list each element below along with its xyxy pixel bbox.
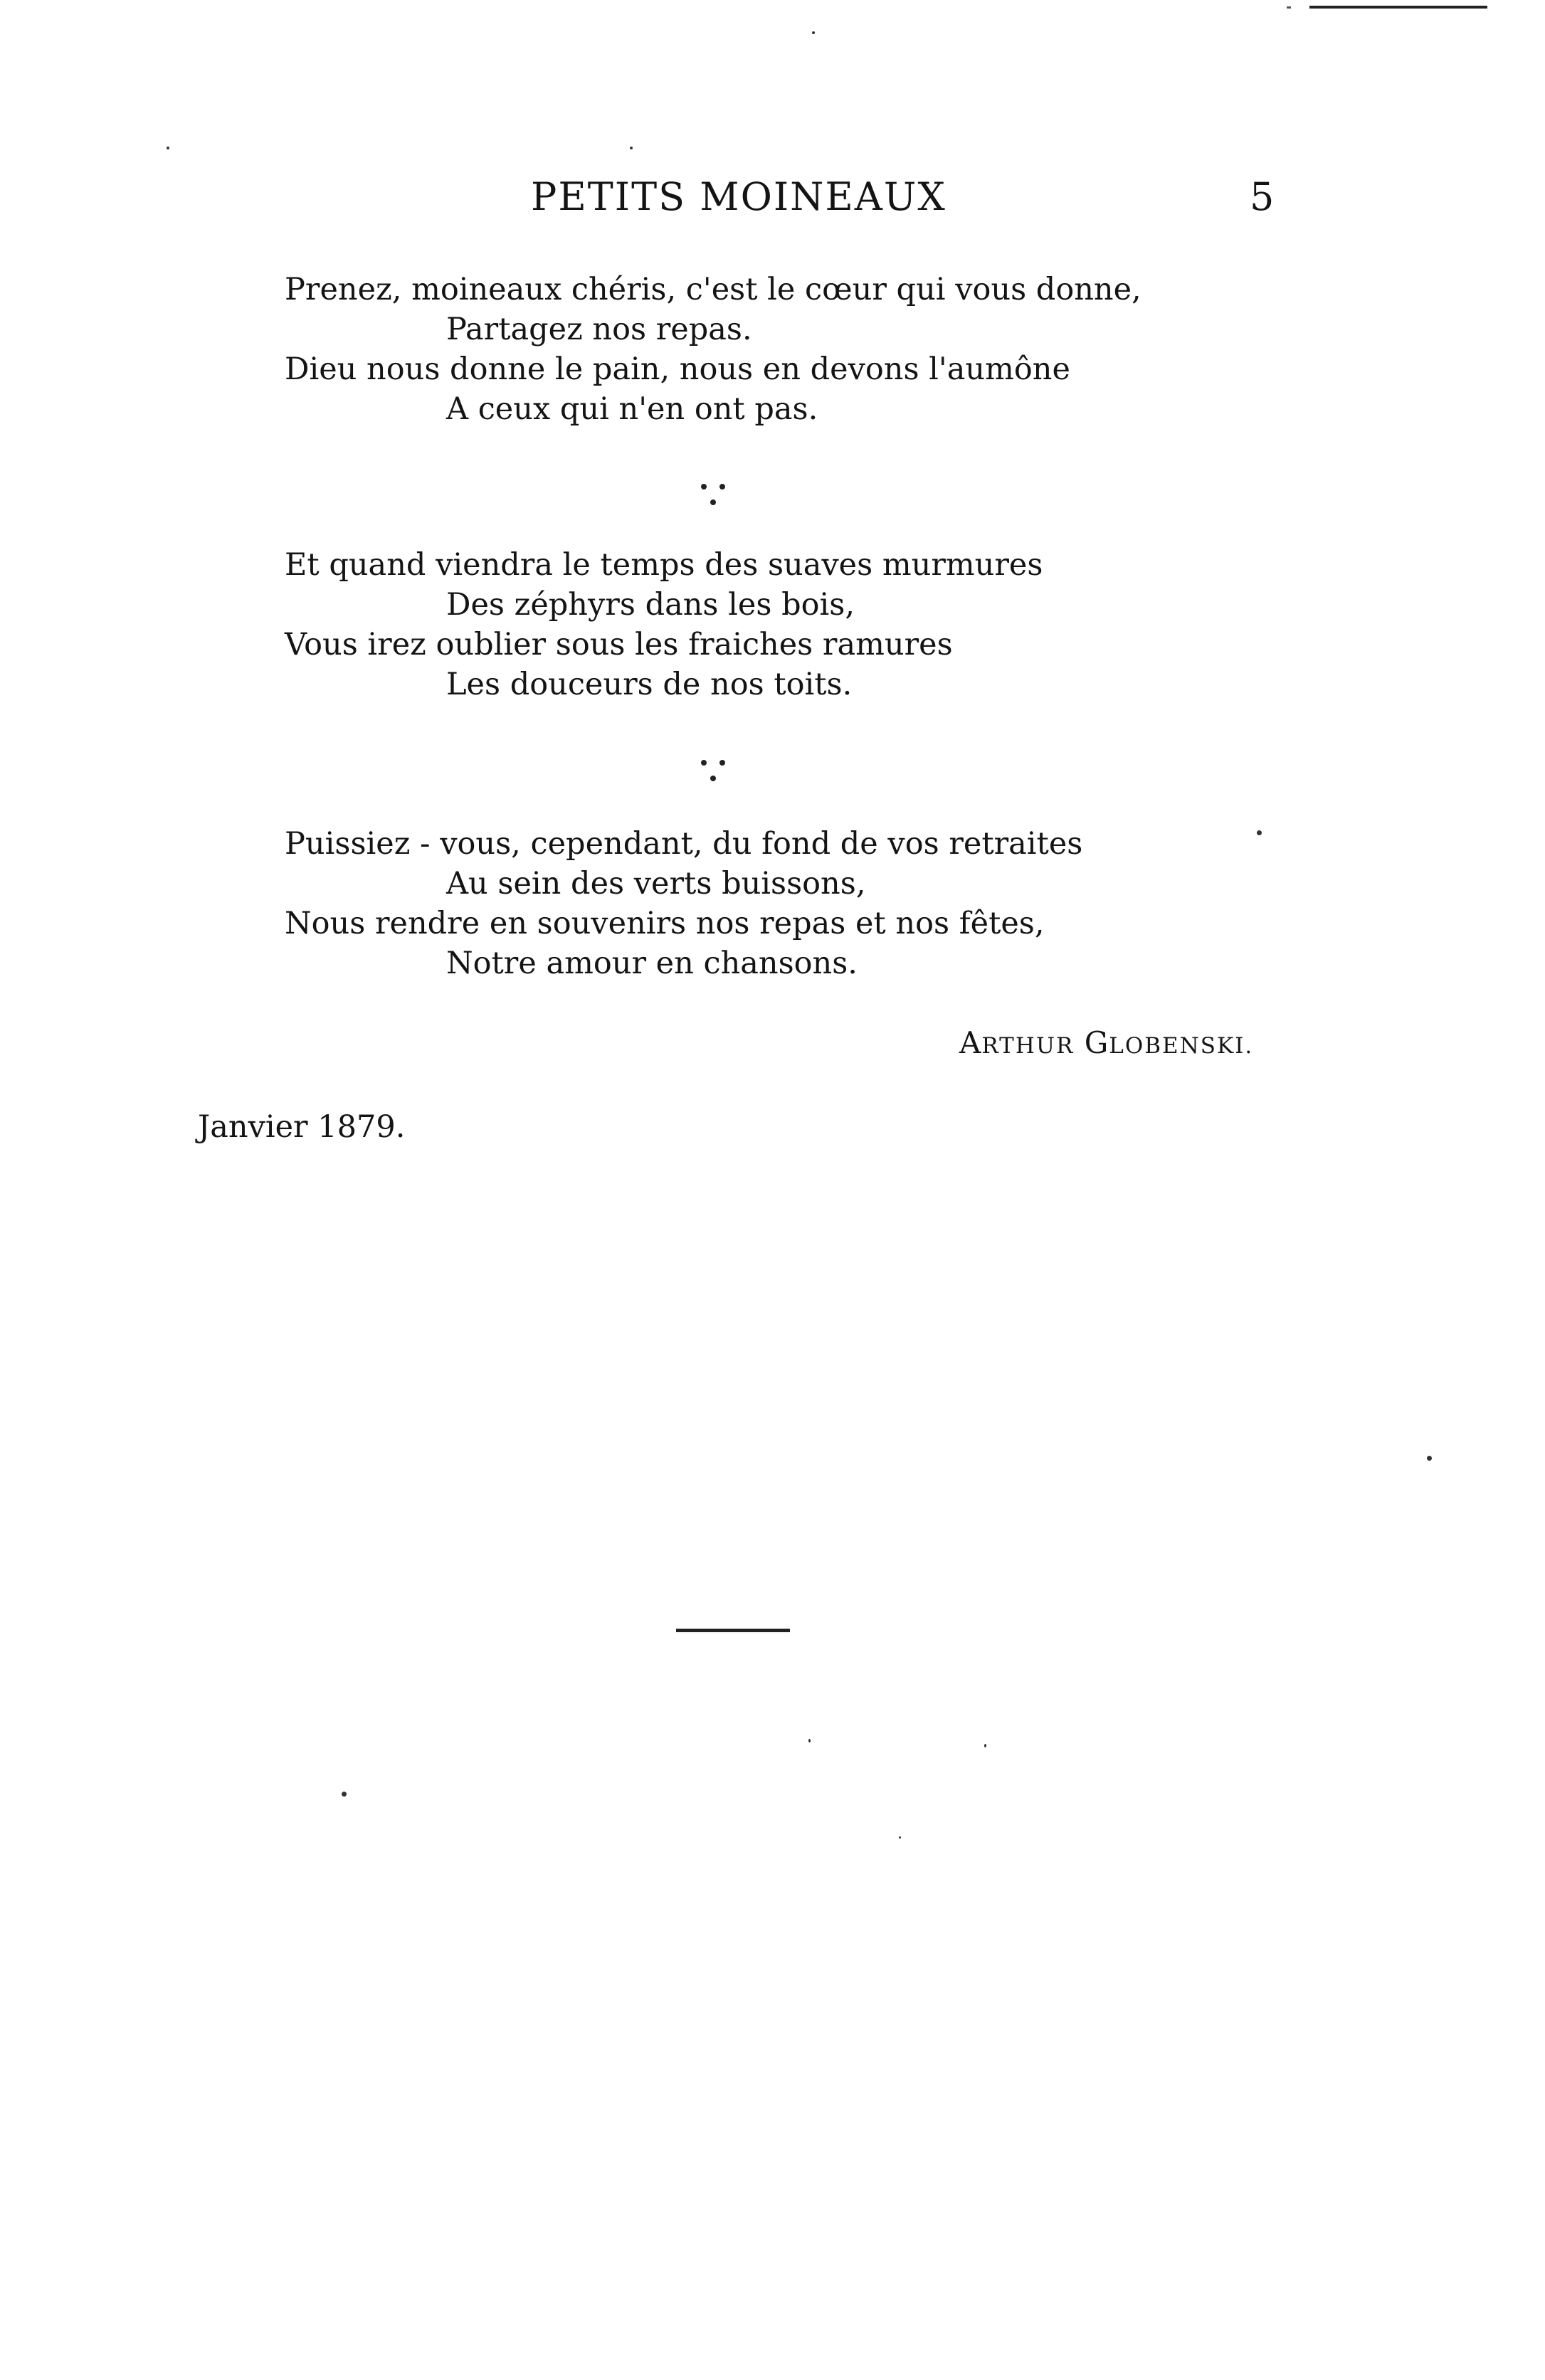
verse-line: Vous irez oublier sous les fraiches ramures: [285, 627, 953, 662]
scan-speck: [342, 1792, 347, 1797]
scan-speck: [1427, 1456, 1432, 1461]
top-edge-rule: [1309, 6, 1487, 9]
top-edge-mark: [1287, 6, 1291, 9]
verse-line: Les douceurs de nos toits.: [446, 667, 853, 702]
verse-line: A ceux qui n'en ont pas.: [446, 391, 818, 427]
verse-line: Dieu nous donne le pain, nous en devons l'aumône: [285, 351, 1070, 387]
asterism-separator: [701, 484, 744, 512]
running-header-title: PETITS MOINEAUX: [531, 174, 946, 219]
signature-last-initial: G: [1084, 1025, 1109, 1060]
end-rule: [676, 1629, 790, 1632]
scan-speck: [167, 147, 169, 149]
verse-line: Au sein des verts buissons,: [446, 866, 866, 901]
scan-speck: [630, 147, 633, 149]
scan-speck: [984, 1744, 986, 1747]
signature-last-rest: LOBENSKI.: [1109, 1033, 1254, 1059]
author-signature: [959, 1025, 1253, 1060]
verse-line: Et quand viendra le temps des suaves murmures: [285, 547, 1043, 583]
asterism-separator: [701, 760, 744, 788]
verse-line: Nous rendre en souvenirs nos repas et nos fêtes,: [285, 906, 1045, 941]
scan-speck: [1257, 830, 1262, 835]
scan-speck: [899, 1836, 901, 1839]
verse-line: Des zéphyrs dans les bois,: [446, 587, 855, 623]
verse-line: Partagez nos repas.: [446, 312, 752, 347]
scan-speck: [808, 1739, 811, 1742]
verse-line: Puissiez - vous, cependant, du fond de vos retraites: [285, 826, 1083, 862]
verse-line: Notre amour en chansons.: [446, 946, 858, 981]
signature-first-rest: RTHUR: [981, 1033, 1075, 1059]
date-line: Janvier 1879.: [198, 1109, 406, 1145]
scan-speck: [812, 31, 815, 34]
verse-line: Prenez, moineaux chéris, c'est le cœur qui vous donne,: [285, 272, 1141, 307]
signature-first-initial: A: [959, 1025, 982, 1060]
page-number: 5: [1250, 174, 1275, 219]
